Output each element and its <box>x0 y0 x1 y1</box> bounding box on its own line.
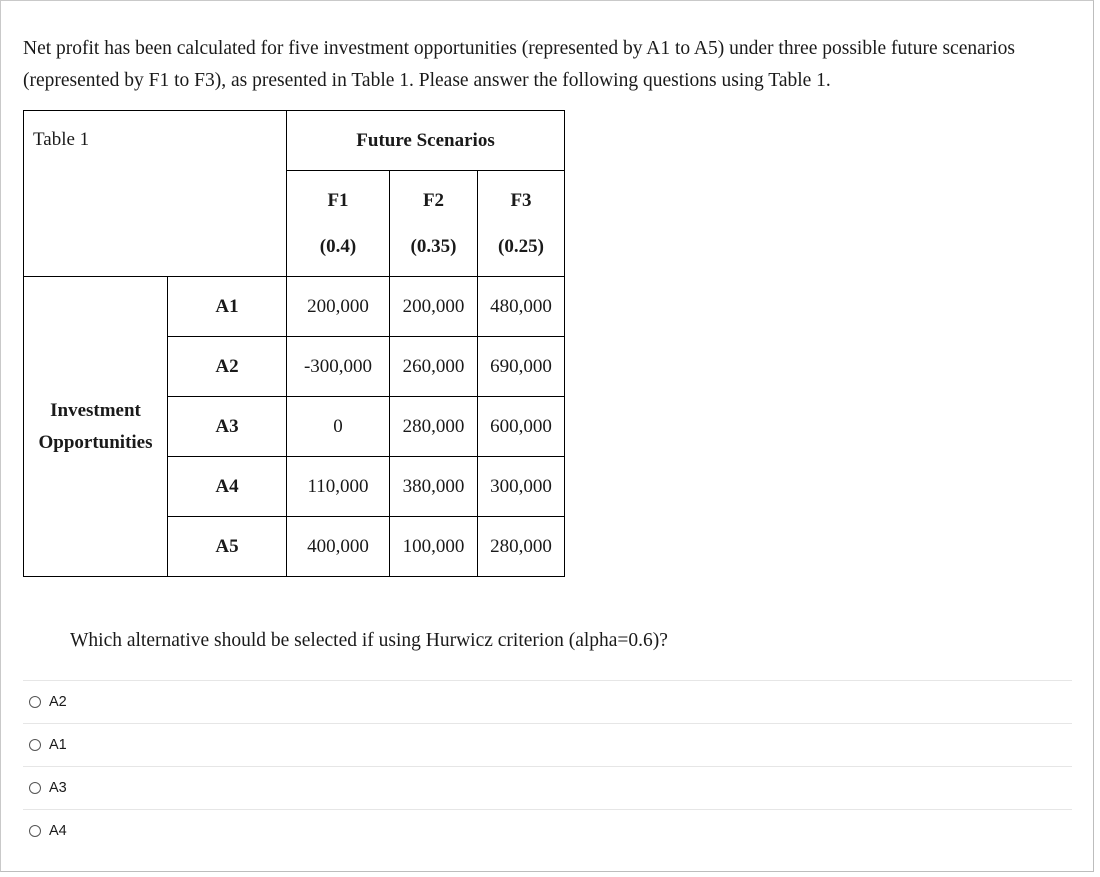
cell-a3-f2: 280,000 <box>390 397 478 457</box>
option-label: A4 <box>49 823 67 839</box>
option-a2[interactable] <box>23 680 1072 723</box>
cell-a1-f3: 480,000 <box>478 277 565 337</box>
row-label-a5: A5 <box>168 517 287 577</box>
row-label-a4: A4 <box>168 457 287 517</box>
cell-a5-f1: 400,000 <box>287 517 390 577</box>
cell-a5-f2: 100,000 <box>390 517 478 577</box>
option-label: A1 <box>49 737 67 753</box>
cell-a5-f3: 280,000 <box>478 517 565 577</box>
cell-a2-f3: 690,000 <box>478 337 565 397</box>
cell-a2-f2: 260,000 <box>390 337 478 397</box>
question-text: Which alternative should be selected if using Hurwicz criterion (alpha=0.6)? <box>70 630 668 651</box>
radio-button[interactable] <box>29 825 41 837</box>
cell-a4-f3: 300,000 <box>478 457 565 517</box>
row-label-a3: A3 <box>168 397 287 457</box>
table-1 <box>23 110 565 577</box>
row-label-a2: A2 <box>168 337 287 397</box>
investment-opportunities-label: Investment Opportunities <box>24 277 168 577</box>
answer-options <box>23 680 1072 852</box>
option-a1[interactable] <box>23 723 1072 766</box>
option-label: A2 <box>49 694 67 710</box>
cell-a1-f1: 200,000 <box>287 277 390 337</box>
table-row <box>24 277 565 337</box>
future-scenarios-header: Future Scenarios <box>287 111 565 171</box>
radio-button[interactable] <box>29 696 41 708</box>
scenario-header-f1: F1 (0.4) <box>287 171 390 277</box>
cell-a4-f2: 380,000 <box>390 457 478 517</box>
cell-a3-f1: 0 <box>287 397 390 457</box>
radio-button[interactable] <box>29 739 41 751</box>
scenario-header-f3: F3 (0.25) <box>478 171 565 277</box>
scenario-header-f2: F2 (0.35) <box>390 171 478 277</box>
intro-text: Net profit has been calculated for five investment opportunities (represented by A1 to A5) under three possible future scenarios (represented by F1 to F3), as presented in Table 1. Please answer the following questions using Table 1. <box>23 38 1016 91</box>
option-a3[interactable] <box>23 766 1072 809</box>
option-a4[interactable] <box>23 809 1072 852</box>
table-caption: Table 1 <box>24 111 287 277</box>
row-label-a1: A1 <box>168 277 287 337</box>
option-label: A3 <box>49 780 67 796</box>
cell-a4-f1: 110,000 <box>287 457 390 517</box>
cell-a3-f3: 600,000 <box>478 397 565 457</box>
cell-a1-f2: 200,000 <box>390 277 478 337</box>
cell-a2-f1: -300,000 <box>287 337 390 397</box>
radio-button[interactable] <box>29 782 41 794</box>
